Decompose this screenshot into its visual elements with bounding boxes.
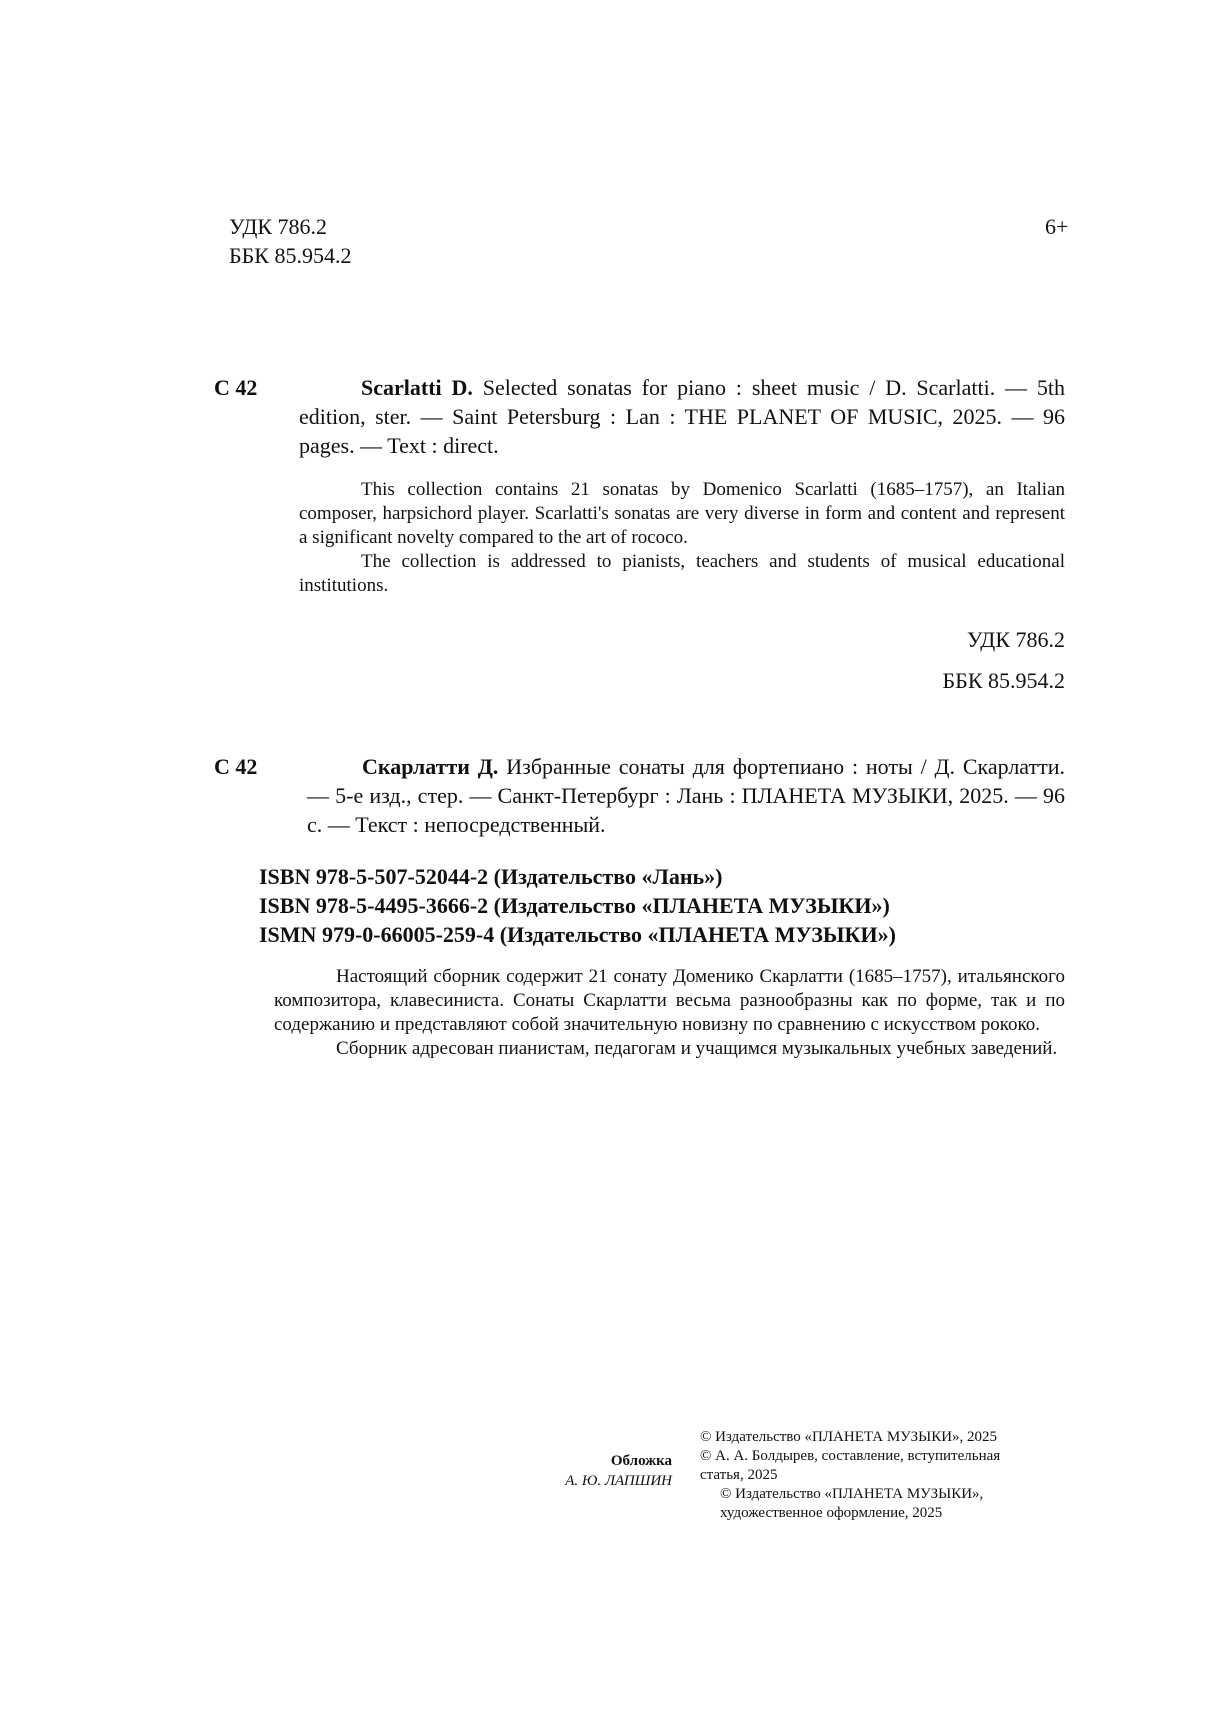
copyright-block	[700, 1428, 1045, 1523]
en-record-author: Scarlatti D.	[361, 375, 473, 400]
isbn-lan: ISBN 978-5-507-52044-2 (Издательство «Лань»)	[259, 864, 723, 889]
en-udk: УДК 786.2	[966, 627, 1065, 652]
age-rating: 6+	[1045, 214, 1069, 239]
ru-abstract-p1: Настоящий сборник содержит 21 сонату Доменико Скарлатти (1685–1757), итальянского композитора, клавесиниста. Сонаты Скарлатти весьма разнообразны как по форме, так и по содержанию и представляют собой значительную новизну по сравнению с искусством рококо.	[274, 966, 1065, 1035]
isbn-planeta: ISBN 978-5-4495-3666-2 (Издательство «ПЛАНЕТА МУЗЫКИ»)	[259, 893, 890, 918]
copyright-line-3: © Издательство «ПЛАНЕТА МУЗЫКИ», художественное оформление, 2025	[720, 1486, 984, 1521]
copyright-line-2: © А. А. Болдырев, составление, вступительная статья, 2025	[700, 1448, 1001, 1483]
ru-record-description	[307, 752, 1065, 839]
en-record-code: С 42	[214, 375, 258, 400]
en-bbk: ББК 85.954.2	[942, 668, 1065, 693]
cover-label: Обложка	[610, 1453, 672, 1469]
en-abstract-p2: The collection is addressed to pianists, teachers and students of musical educational institutions.	[299, 551, 1065, 596]
cover-author: А. Ю. ЛАПШИН	[565, 1473, 672, 1489]
en-record-desc-text: Selected sonatas for piano : sheet music / D. Scarlatti. — 5th edition, ster. — Saint Petersburg : Lan : THE PLANET OF MUSIC, 2025. — 96 pages. — Text : direct.	[299, 375, 1066, 458]
header-udk: УДК 786.2	[229, 214, 328, 239]
ru-record-author: Скарлатти Д.	[362, 754, 499, 779]
ru-abstract	[274, 965, 1065, 1061]
ru-record-desc-text: Избранные сонаты для фортепиано : ноты / Д. Скарлатти. — 5-е изд., стер. — Санкт-Петербург : Лань : ПЛАНЕТА МУЗЫКИ, 2025. — 96 с. — Текст : непосредственный.	[307, 754, 1065, 837]
header-bbk: ББК 85.954.2	[229, 243, 352, 268]
ru-record-code: С 42	[214, 754, 258, 779]
en-abstract	[299, 478, 1065, 598]
en-record-description	[299, 373, 1065, 460]
copyright-line-1: © Издательство «ПЛАНЕТА МУЗЫКИ», 2025	[700, 1429, 998, 1445]
en-abstract-p1: This collection contains 21 sonatas by Domenico Scarlatti (1685–1757), an Italian composer, harpsichord player. Scarlatti's sonatas are very diverse in form and content and represent a significant novelty compared to the art of rococo.	[299, 479, 1065, 548]
ru-abstract-p2: Сборник адресован пианистам, педагогам и учащимся музыкальных учебных заведений.	[336, 1038, 1058, 1059]
ismn-planeta: ISMN 979-0-66005-259-4 (Издательство «ПЛАНЕТА МУЗЫКИ»)	[259, 922, 896, 947]
isbn-list	[259, 862, 896, 949]
